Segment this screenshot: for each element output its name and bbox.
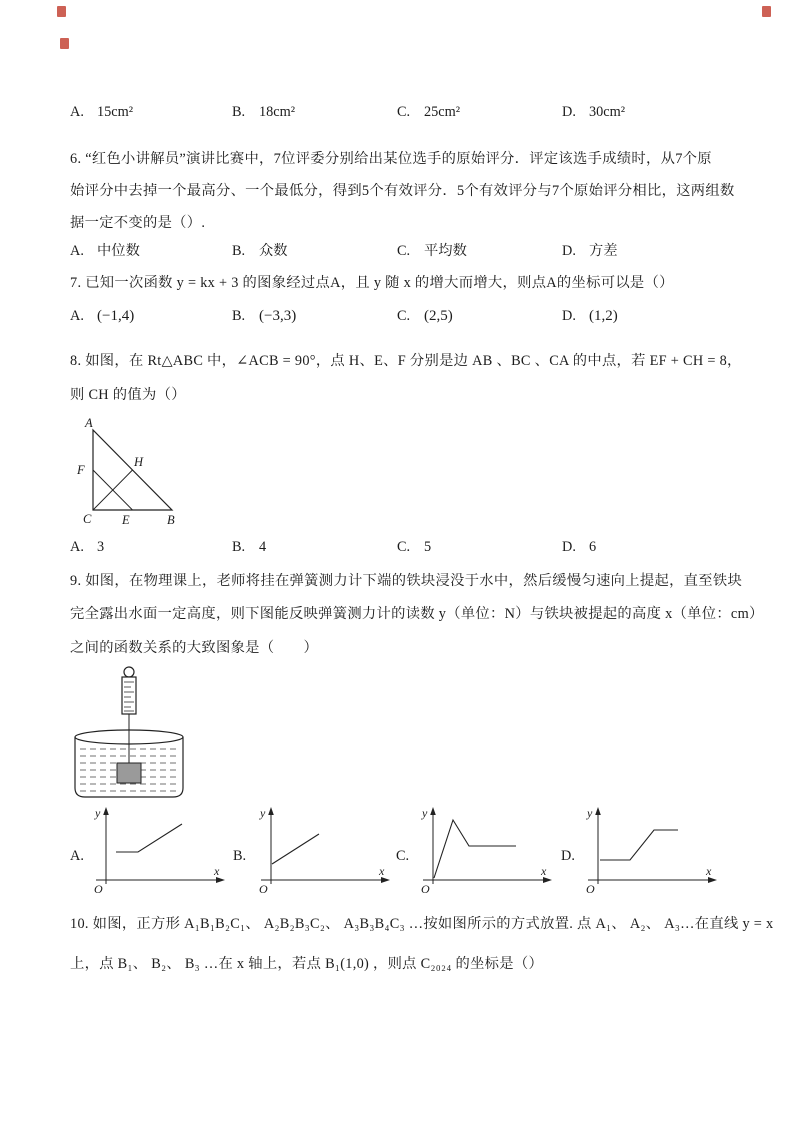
- option-value: (−3,3): [259, 308, 297, 324]
- q9-graph-c: [419, 804, 554, 896]
- q9-line-3: 之间的函数关系的大致图象是（ ）: [70, 640, 319, 656]
- option-label: D.: [562, 104, 576, 120]
- origin-label: O: [586, 882, 595, 896]
- q9-graph-d-label: D.: [561, 848, 575, 864]
- y-axis-label: y: [260, 806, 266, 820]
- q9-graph-a: [92, 804, 227, 896]
- x-axis-label: x: [706, 864, 712, 878]
- q9-graph-d: [584, 804, 719, 896]
- option-label: C.: [397, 243, 411, 259]
- q8-option-d: [562, 539, 596, 556]
- option-label: A.: [70, 243, 84, 259]
- q8-line-1: 8. 如图，在 Rt△ABC 中，∠ACB = 90°，点 H、E、F 分别是边 AB 、BC 、CA 的中点，若 EF + CH = 8，: [70, 353, 742, 369]
- option-label: B.: [232, 243, 246, 259]
- q7-option-d: [562, 308, 618, 325]
- graph-a-curve: [116, 824, 182, 852]
- option-label: C.: [397, 104, 411, 120]
- q6-option-b: [232, 240, 288, 260]
- q8-line-2: 则 CH 的值为（）: [70, 387, 186, 403]
- option-value: 方差: [589, 243, 618, 259]
- option-label: B.: [232, 104, 246, 120]
- option-value: (1,2): [589, 308, 618, 324]
- option-value: (2,5): [424, 308, 453, 324]
- option-value: 4: [259, 539, 267, 555]
- spring-scale-body: [122, 677, 136, 714]
- vertex-label-A: A: [85, 416, 93, 430]
- spring-scale-ring: [124, 667, 134, 677]
- vertex-label-C: C: [83, 512, 92, 526]
- red-stamp-mark-top-left-1: [57, 6, 66, 17]
- option-label: B.: [232, 308, 246, 324]
- q6-option-c: [397, 240, 467, 260]
- option-label: A.: [70, 308, 84, 324]
- q9-graph-a-label: A.: [70, 848, 84, 864]
- q5-option-c: [397, 104, 460, 121]
- x-axis-label: x: [214, 864, 220, 878]
- q9-line-2: 完全露出水面一定高度，则下图能反映弹簧测力计的读数 y（单位：N）与铁块被提起的高度 x（单位：cm）: [70, 606, 764, 622]
- option-value: 6: [589, 539, 597, 555]
- q7-line-1: 7. 已知一次函数 y = kx + 3 的图象经过点A，且 y 随 x 的增大而增大，则点A的坐标可以是（）: [70, 275, 674, 291]
- x-axis-label: x: [379, 864, 385, 878]
- q6-line-2: 始评分中去掉一个最高分、一个最低分，得到5个有效评分．5个有效评分与7个原始评分相比，这两组数: [70, 183, 735, 199]
- q8-option-a: [70, 539, 104, 556]
- midpoint-label-E: E: [122, 513, 130, 527]
- option-label: A.: [70, 539, 84, 555]
- option-value: 平均数: [424, 243, 467, 259]
- q9-line-1: 9. 如图，在物理课上，老师将挂在弹簧测力计下端的铁块浸没于水中，然后缓慢匀速向上提起，直至铁块: [70, 573, 743, 589]
- option-value: 5: [424, 539, 432, 555]
- origin-label: O: [94, 882, 103, 896]
- q6-line-3: 据一定不变的是（）.: [70, 215, 206, 231]
- q8-triangle-figure: [74, 416, 182, 530]
- graph-b-curve: [272, 834, 319, 864]
- q5-option-b: [232, 104, 295, 121]
- x-axis-label: x: [541, 864, 547, 878]
- option-value: 众数: [259, 243, 288, 259]
- midpoint-label-F: F: [77, 463, 85, 477]
- q10-line-2: 上，点 B₁、 B₂、 B₃ …在 x 轴上，若点 B₁(1,0) ，则点 C₂₀₂₄ 的坐标是（）: [70, 956, 544, 972]
- q9-graph-c-label: C.: [396, 848, 410, 864]
- iron-block: [117, 763, 141, 783]
- option-value: 30cm²: [589, 104, 626, 120]
- option-value: 18cm²: [259, 104, 296, 120]
- option-label: D.: [562, 243, 576, 259]
- option-label: D.: [562, 539, 576, 555]
- option-label: B.: [232, 539, 246, 555]
- option-value: 25cm²: [424, 104, 461, 120]
- y-axis-arrow: [103, 807, 109, 815]
- y-axis-arrow: [430, 807, 436, 815]
- q6-option-d: [562, 240, 618, 260]
- y-axis-label: y: [587, 806, 593, 820]
- option-label: A.: [70, 104, 84, 120]
- red-stamp-mark-top-left-2: [60, 38, 69, 49]
- midpoint-label-H: H: [134, 455, 144, 469]
- q9-spring-scale-figure: [72, 664, 190, 804]
- option-label: D.: [562, 308, 576, 324]
- option-label: C.: [397, 539, 411, 555]
- y-axis-label: y: [422, 806, 428, 820]
- q7-option-b: [232, 308, 296, 325]
- vertex-label-B: B: [167, 513, 175, 527]
- graph-c-curve: [434, 820, 516, 878]
- y-axis-label: y: [95, 806, 101, 820]
- q8-option-c: [397, 539, 431, 556]
- graph-d-curve: [600, 830, 678, 860]
- origin-label: O: [259, 882, 268, 896]
- option-value: 15cm²: [97, 104, 134, 120]
- y-axis-arrow: [268, 807, 274, 815]
- option-value: 3: [97, 539, 105, 555]
- q10-line-1: 10. 如图，正方形 A₁B₁B₂C₁、 A₂B₂B₃C₂、 A₃B₃B₄C₃ …按如图所示的方式放置. 点 A₁、 A₂、 A₃…在直线 y = x: [70, 916, 774, 932]
- q5-option-a: [70, 104, 133, 121]
- red-stamp-mark-top-right: [762, 6, 771, 17]
- option-label: C.: [397, 308, 411, 324]
- q6-option-a: [70, 240, 140, 260]
- q9-graph-b-label: B.: [233, 848, 247, 864]
- q7-option-c: [397, 308, 453, 325]
- q9-graph-b: [257, 804, 392, 896]
- q8-option-b: [232, 539, 266, 556]
- q7-option-a: [70, 308, 134, 325]
- q5-option-d: [562, 104, 625, 121]
- origin-label: O: [421, 882, 430, 896]
- y-axis-arrow: [595, 807, 601, 815]
- q6-line-1: 6. “红色小讲解员”演讲比赛中，7位评委分别给出某位选手的原始评分．评定该选手成绩时，从7个原: [70, 151, 712, 167]
- option-value: 中位数: [97, 243, 140, 259]
- option-value: (−1,4): [97, 308, 135, 324]
